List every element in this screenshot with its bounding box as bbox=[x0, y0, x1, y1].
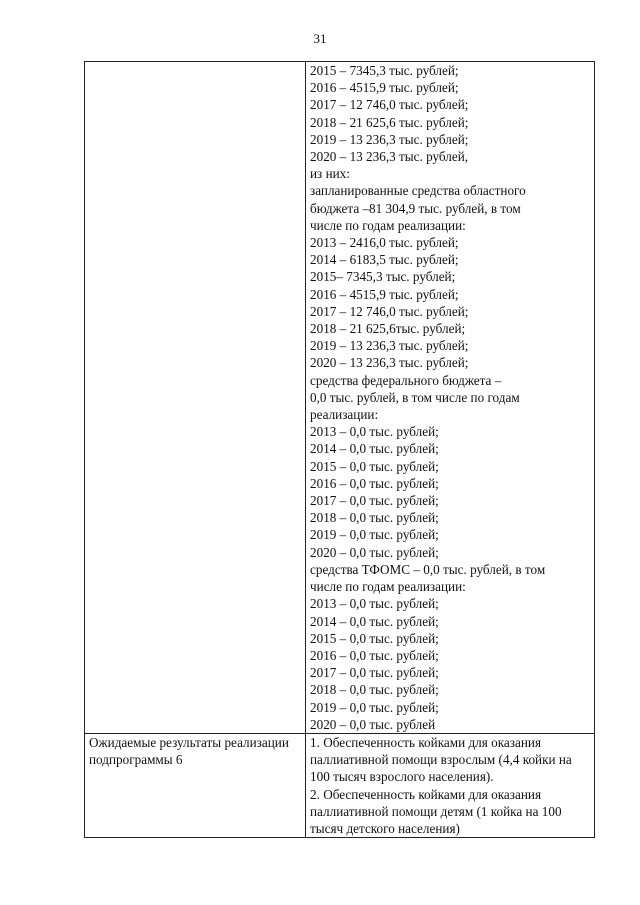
financing-line: реализации: bbox=[310, 407, 379, 423]
financing-line: 2014 – 0,0 тыс. рублей; bbox=[310, 613, 439, 629]
financing-line: 0,0 тыс. рублей, в том числе по годам bbox=[310, 389, 520, 405]
financing-line: 2016 – 4515,9 тыс. рублей; bbox=[310, 286, 459, 302]
financing-line: 2015 – 7345,3 тыс. рублей; bbox=[310, 63, 459, 78]
row-label-cell bbox=[85, 733, 306, 837]
financing-line: из них: bbox=[310, 166, 350, 182]
passport-table bbox=[84, 61, 595, 838]
financing-line: запланированные средства областного bbox=[310, 183, 526, 199]
result-item-2: 2. Обеспеченность койками для оказания паллиативной помощи детям (1 койка на 100 тысяч детского населения) bbox=[310, 786, 562, 836]
financing-line: 2015– 7345,3 тыс. рублей; bbox=[310, 269, 456, 285]
financing-lines bbox=[310, 62, 590, 733]
financing-line: 2018 – 0,0 тыс. рублей; bbox=[310, 510, 439, 526]
financing-line: числе по годам реализации: bbox=[310, 579, 466, 595]
financing-line: 2020 – 0,0 тыс. рублей; bbox=[310, 544, 439, 560]
financing-cell bbox=[306, 62, 595, 734]
financing-line: 2017 – 0,0 тыс. рублей; bbox=[310, 665, 439, 681]
financing-line: 2017 – 0,0 тыс. рублей; bbox=[310, 493, 439, 509]
financing-line: средства федерального бюджета – bbox=[310, 372, 502, 388]
financing-line: 2014 – 0,0 тыс. рублей; bbox=[310, 441, 439, 457]
table-row bbox=[85, 62, 595, 734]
financing-line: 2016 – 0,0 тыс. рублей; bbox=[310, 647, 439, 663]
financing-line: 2013 – 2416,0 тыс. рублей; bbox=[310, 235, 459, 251]
results-cell bbox=[306, 733, 595, 837]
financing-line: бюджета –81 304,9 тыс. рублей, в том bbox=[310, 200, 521, 216]
financing-line: 2017 – 12 746,0 тыс. рублей; bbox=[310, 97, 469, 113]
financing-line: 2015 – 0,0 тыс. рублей; bbox=[310, 458, 439, 474]
financing-line: 2019 – 13 236,3 тыс. рублей; bbox=[310, 131, 469, 147]
financing-line: числе по годам реализации: bbox=[310, 217, 466, 233]
financing-line: 2019 – 0,0 тыс. рублей; bbox=[310, 699, 439, 715]
financing-line: 2019 – 0,0 тыс. рублей; bbox=[310, 527, 439, 543]
financing-line: 2013 – 0,0 тыс. рублей; bbox=[310, 596, 439, 612]
financing-line: 2020 – 0,0 тыс. рублей bbox=[310, 716, 436, 732]
page-number: 31 bbox=[313, 31, 327, 46]
financing-line: 2016 – 0,0 тыс. рублей; bbox=[310, 475, 439, 491]
row-label-cell bbox=[85, 62, 306, 734]
financing-line: 2014 – 6183,5 тыс. рублей; bbox=[310, 252, 459, 268]
financing-line: 2018 – 0,0 тыс. рублей; bbox=[310, 682, 439, 698]
expected-results-label: Ожидаемые результаты реализации подпрограммы 6 bbox=[89, 734, 289, 768]
financing-line: 2020 – 13 236,3 тыс. рублей, bbox=[310, 149, 469, 165]
table-row bbox=[85, 733, 595, 837]
financing-line: 2020 – 13 236,3 тыс. рублей; bbox=[310, 355, 469, 371]
financing-line: 2017 – 12 746,0 тыс. рублей; bbox=[310, 303, 469, 319]
financing-line: средства ТФОМС – 0,0 тыс. рублей, в том bbox=[310, 561, 546, 577]
financing-line: 2018 – 21 625,6тыс. рублей; bbox=[310, 321, 466, 337]
financing-line: 2013 – 0,0 тыс. рублей; bbox=[310, 424, 439, 440]
financing-line: 2018 – 21 625,6 тыс. рублей; bbox=[310, 114, 469, 130]
financing-line: 2016 – 4515,9 тыс. рублей; bbox=[310, 80, 459, 96]
financing-line: 2019 – 13 236,3 тыс. рублей; bbox=[310, 338, 469, 354]
result-item-1: 1. Обеспеченность койками для оказания паллиативной помощи взрослым (4,4 койки на 100 тысяч взрослого населения). bbox=[310, 734, 572, 785]
financing-line: 2015 – 0,0 тыс. рублей; bbox=[310, 630, 439, 646]
